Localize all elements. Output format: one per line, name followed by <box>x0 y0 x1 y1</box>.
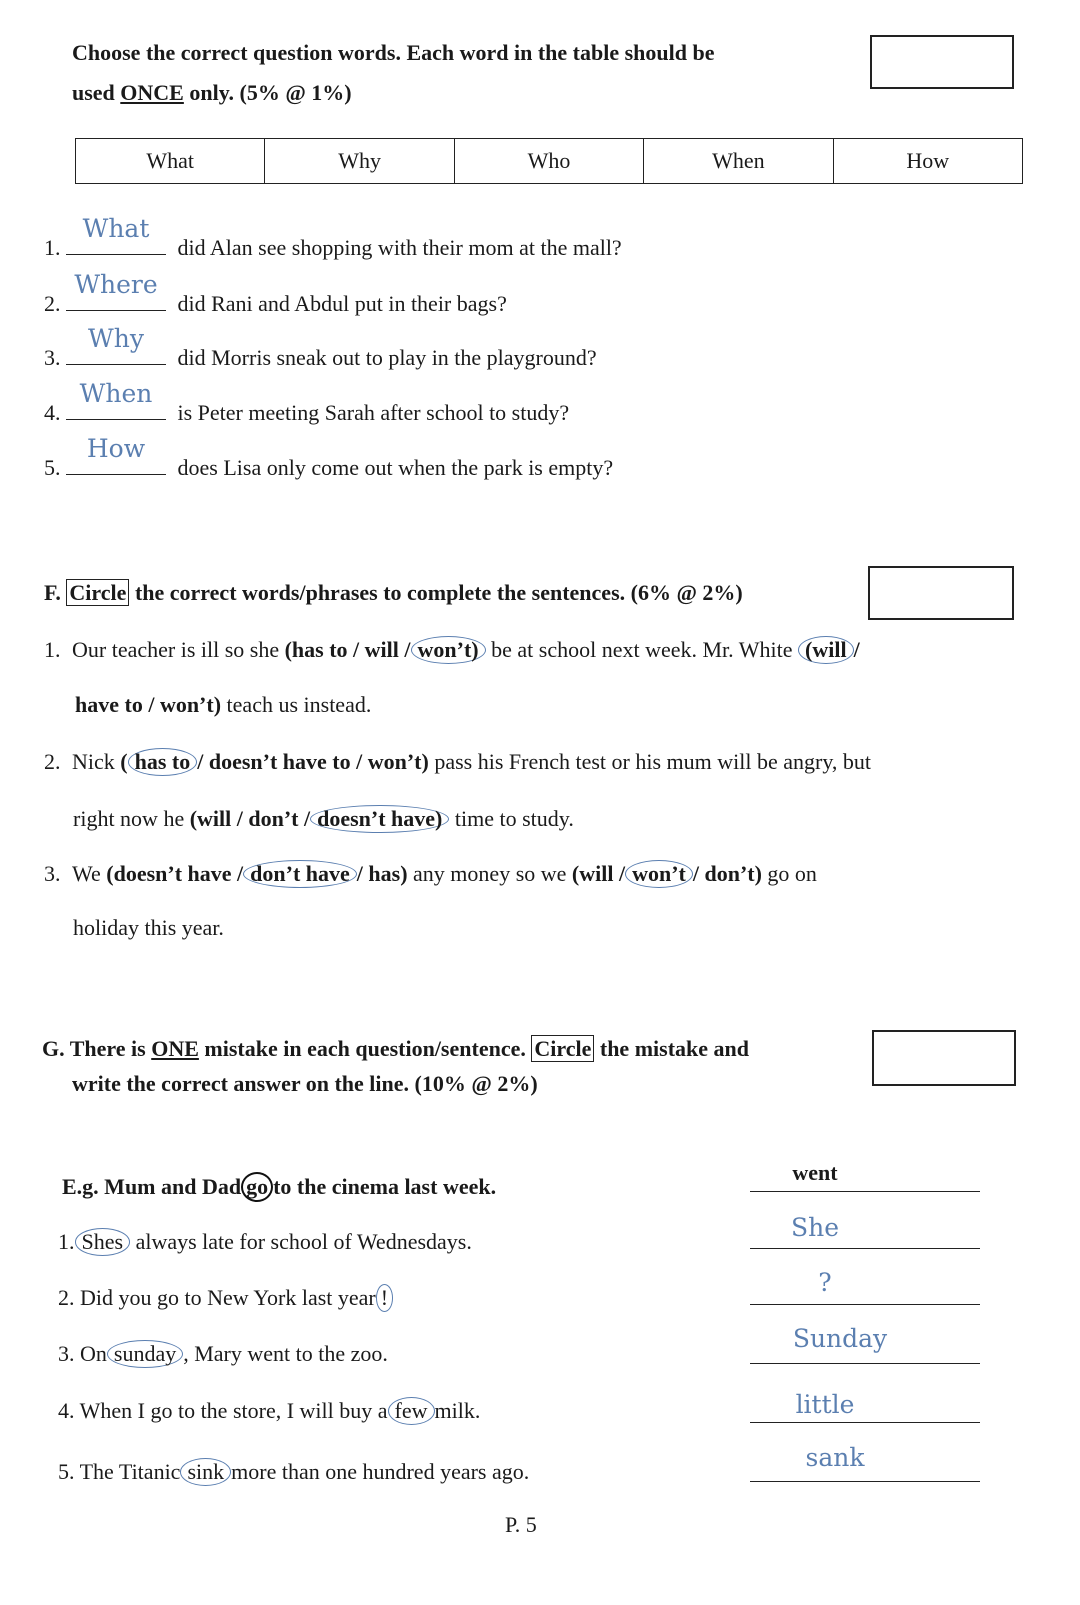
text: teach us instead. <box>226 692 372 717</box>
choices: (will / don’t / <box>189 806 311 831</box>
section-e-instruction-line1: Choose the correct question words. Each word in the table should be <box>72 40 715 65</box>
item-text: is Peter meeting Sarah after school to study? <box>177 400 570 425</box>
section-letter: F. <box>44 580 61 605</box>
circled-mistake: go <box>241 1172 273 1202</box>
instr-rest: only. (5% @ 1%) <box>189 80 352 105</box>
text: 2. Did you go to New York last year <box>58 1285 376 1310</box>
f-question-2-line1 <box>44 748 871 776</box>
text: 5. The Titanic <box>58 1459 181 1484</box>
question-item <box>44 379 570 426</box>
choices: / has) <box>356 861 408 886</box>
section-g-instruction-line1 <box>42 1036 749 1062</box>
item-number: 1. <box>44 637 61 662</box>
answer-blank[interactable] <box>66 379 166 420</box>
g-item <box>58 1340 388 1368</box>
answer-line[interactable] <box>750 1303 980 1305</box>
circled-mistake[interactable]: Shes <box>75 1228 131 1256</box>
section-g-instruction-line2: write the correct answer on the line. (10% @ 2%) <box>72 1071 538 1096</box>
circled-choice[interactable]: (will <box>798 636 854 664</box>
question-item <box>44 270 507 317</box>
answer-line[interactable] <box>750 1247 980 1249</box>
section-letter: G. <box>42 1036 65 1061</box>
circled-choice[interactable]: won’t) <box>411 636 486 664</box>
section-e-instruction-line2 <box>72 80 352 106</box>
item-text: does Lisa only come out when the park is empty? <box>177 455 614 480</box>
circled-choice[interactable]: don’t have <box>243 860 357 888</box>
handwritten-correction: Sunday <box>792 1324 888 1353</box>
text: to the cinema last week. <box>273 1174 497 1199</box>
text: 3. On <box>58 1341 107 1366</box>
choices: (will / <box>571 861 626 886</box>
example-answer: went <box>792 1160 838 1185</box>
text: We <box>72 861 101 886</box>
answer-blank[interactable] <box>66 214 166 255</box>
item-text: did Alan see shopping with their mom at the mall? <box>177 235 622 260</box>
handwritten-correction: little <box>795 1390 855 1419</box>
text: any money so we <box>413 861 567 886</box>
instr-text: mistake in each question/sentence. <box>204 1036 526 1061</box>
item-number: 4. <box>44 400 61 425</box>
handwritten-correction: ? <box>818 1268 832 1297</box>
handwritten-answer: Where <box>74 270 158 299</box>
text: right now he <box>73 806 185 831</box>
circled-mistake[interactable]: few <box>388 1397 435 1425</box>
page-number: P. 5 <box>505 1512 537 1537</box>
choices: / <box>853 637 860 662</box>
f-question-2-line2 <box>73 805 574 833</box>
text: time to study. <box>454 806 574 831</box>
text: be at school next week. Mr. White <box>491 637 793 662</box>
question-item <box>44 434 614 481</box>
item-number: 5. <box>44 455 61 480</box>
example-sentence <box>62 1172 496 1202</box>
handwritten-correction: sank <box>805 1443 865 1472</box>
text: , Mary went to the zoo. <box>183 1341 388 1366</box>
circled-mistake[interactable]: sink <box>180 1458 231 1486</box>
question-word-table <box>75 138 1023 184</box>
instr-once: ONCE <box>120 80 184 105</box>
text: Nick <box>72 749 115 774</box>
choices: / don’t) <box>692 861 762 886</box>
text: go on <box>767 861 817 886</box>
instr-one: ONE <box>151 1036 199 1061</box>
f-question-1-line2 <box>75 692 371 718</box>
score-box-f <box>868 566 1014 620</box>
word-cell: When <box>644 139 833 184</box>
text: 1. <box>58 1229 75 1254</box>
section-f-instruction <box>44 580 743 606</box>
instr-used: used <box>72 80 115 105</box>
handwritten-answer: How <box>86 434 146 463</box>
handwritten-answer: What <box>82 214 150 243</box>
answer-blank[interactable] <box>66 270 166 311</box>
answer-blank[interactable] <box>66 434 166 475</box>
item-number: 3. <box>44 345 61 370</box>
word-cell: How <box>833 139 1022 184</box>
question-item <box>44 324 597 371</box>
text: 4. When I go to the store, I will buy a <box>58 1398 388 1423</box>
text: E.g. Mum and Dad <box>62 1174 242 1199</box>
circle-keyword: Circle <box>66 579 129 606</box>
handwritten-correction: She <box>790 1213 840 1242</box>
answer-blank[interactable] <box>66 324 166 365</box>
item-number: 2. <box>44 749 61 774</box>
text: always late for school of Wednesdays. <box>135 1229 472 1254</box>
answer-line <box>750 1190 980 1192</box>
score-box-g <box>872 1030 1016 1086</box>
circled-mistake[interactable]: ! <box>376 1284 393 1312</box>
choices: have to / won’t) <box>75 692 222 717</box>
g-item <box>58 1397 480 1425</box>
question-item <box>44 214 622 261</box>
circle-keyword: Circle <box>531 1035 594 1062</box>
f-question-3-line2 <box>73 915 224 941</box>
g-item <box>58 1458 529 1486</box>
instr-text: the mistake and <box>599 1036 749 1061</box>
answer-line[interactable] <box>750 1480 980 1482</box>
word-cell: What <box>76 139 265 184</box>
circled-mistake[interactable]: sunday <box>107 1340 183 1368</box>
circled-choice[interactable]: won’t <box>625 860 693 888</box>
choices: (doesn’t have / <box>106 861 244 886</box>
text: pass his French test or his mum will be angry, but <box>434 749 872 774</box>
answer-line[interactable] <box>750 1362 980 1364</box>
item-number: 2. <box>44 291 61 316</box>
circled-choice[interactable]: doesn’t have) <box>310 805 449 833</box>
handwritten-answer: When <box>79 379 153 408</box>
f-question-1-line1 <box>44 636 860 664</box>
item-number: 3. <box>44 861 61 886</box>
choices: (has to / will / <box>284 637 411 662</box>
item-text: did Rani and Abdul put in their bags? <box>177 291 507 316</box>
f-question-3-line1 <box>44 860 817 888</box>
score-box-e <box>870 35 1014 89</box>
handwritten-answer: Why <box>88 324 144 353</box>
word-cell: Why <box>265 139 454 184</box>
instr-rest: the correct words/phrases to complete the sentences. (6% @ 2%) <box>134 580 743 605</box>
text: holiday this year. <box>73 915 224 940</box>
g-item <box>58 1228 472 1256</box>
word-cell: Who <box>454 139 643 184</box>
text: milk. <box>434 1398 481 1423</box>
circled-choice[interactable]: has to <box>128 748 198 776</box>
answer-line[interactable] <box>750 1421 980 1423</box>
item-text: did Morris sneak out to play in the playground? <box>177 345 597 370</box>
item-number: 1. <box>44 235 61 260</box>
text: more than one hundred years ago. <box>231 1459 530 1484</box>
instr-text: There is <box>69 1036 146 1061</box>
g-item <box>58 1284 393 1312</box>
choices: ( <box>120 749 128 774</box>
choices: / doesn’t have to / won’t) <box>197 749 429 774</box>
text: Our teacher is ill so she <box>72 637 280 662</box>
